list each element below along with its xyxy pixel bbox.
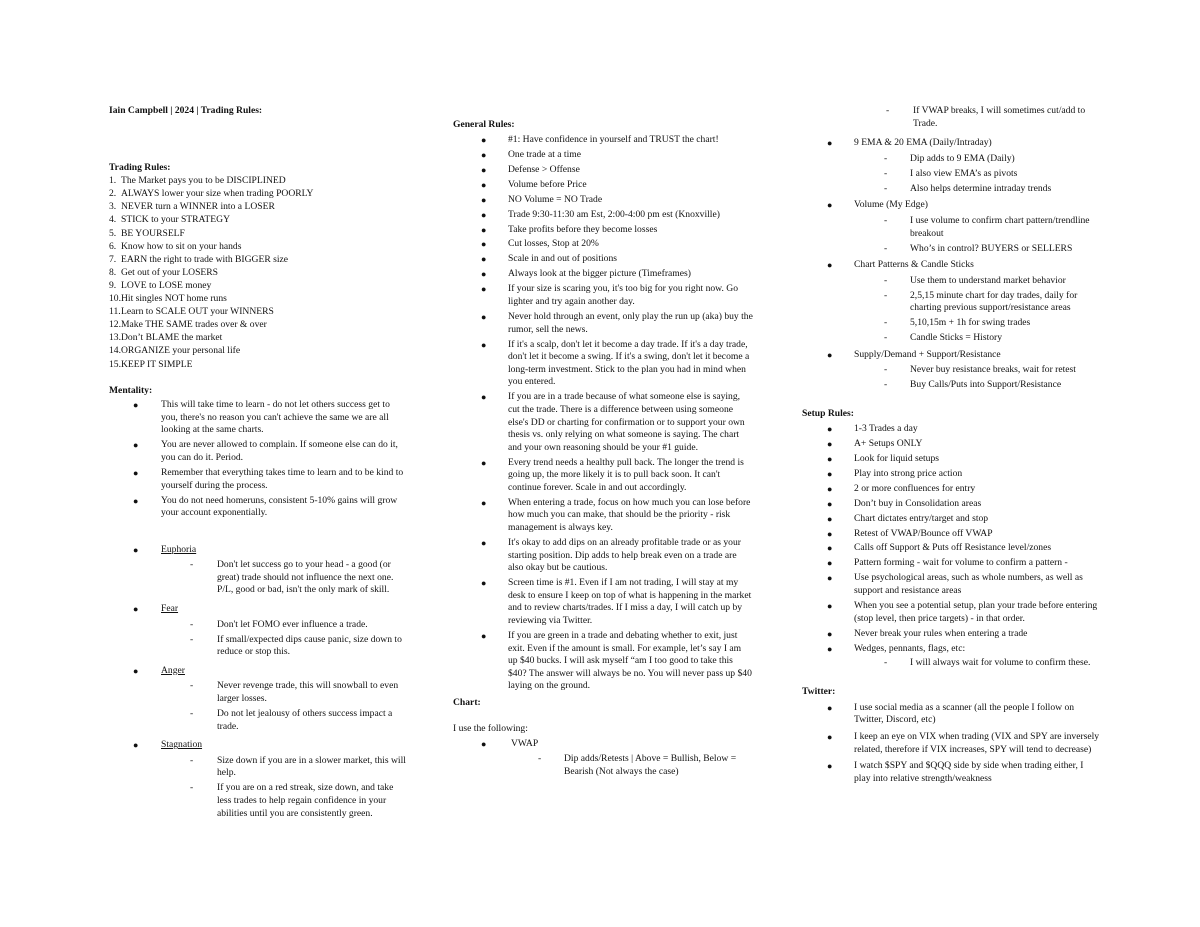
setup-rules-heading: Setup Rules: (802, 408, 854, 420)
dash-marker: - (190, 633, 194, 645)
bullet-marker: ● (481, 339, 487, 350)
emotion-item: ● Euphoria - Don't let success go to your head - a good (or great) trade should not influence the next one. P/L, good or bad, isn't the only mark of skill. (109, 544, 409, 597)
vwap-list (453, 738, 753, 779)
general-rules-list (453, 134, 753, 693)
chart-note: - Buy Calls/Puts into Support/Resistance (884, 379, 1062, 391)
bullet-marker: ● (481, 239, 487, 250)
setup-last-note: - I will always wait for volume to confirm these. (884, 656, 1091, 668)
rule-number: 2. (109, 188, 117, 200)
emotion-note: - If you are on a red streak, size down, and take less trades to help regain confidence in your abilities until you are consistently green. (190, 782, 394, 819)
chart-note: - Never buy resistance breaks, wait for retest (884, 364, 1076, 376)
bullet-marker: ● (827, 643, 833, 654)
general-rules-heading: General Rules: (453, 119, 515, 130)
mentality-item: ● This will take time to learn - do not let others success get to you, there's no reason you can't achieve the same we are all looking at the same charts. (133, 399, 390, 436)
bullet-marker: ● (827, 200, 833, 211)
chart-note: - I use volume to confirm chart pattern/trendline breakout (884, 214, 1090, 239)
rule-number: 13. (109, 332, 121, 344)
bullet-marker: ● (481, 457, 487, 468)
trading-rule-item: 11. Learn to SCALE OUT your WINNERS (109, 306, 274, 318)
chart-note: - Dip adds to 9 EMA (Daily) (884, 152, 1015, 164)
general-rule-item: ● #1: Have confidence in yourself and TRUST the chart! (481, 133, 719, 145)
setup-rule-item: ● Chart dictates entry/target and stop (827, 512, 989, 524)
bullet-marker: ● (133, 740, 139, 751)
dash-marker: - (884, 364, 888, 376)
setup-rule-item: ● Use psychological areas, such as whole numbers, as well as support and resistance areas (827, 572, 1083, 597)
bullet-marker: ● (133, 400, 139, 411)
dash-marker: - (190, 559, 194, 571)
rule-number: 9. (109, 279, 117, 291)
trading-rule-item: 14. ORGANIZE your personal life (109, 345, 241, 357)
chart-heading: Chart: (453, 697, 481, 709)
vwap-notes (453, 753, 753, 778)
mentality-item: ● You do not need homeruns, consistent 5-10% gains will grow your account exponentially. (133, 494, 398, 519)
general-rule-item: ● If it's a scalp, don't let it become a day trade. If it's a day trade, don't let it become a swing. If it's a swing, don't let it become a long-term investment. Stick to the plan you had in mind when you entered. (481, 338, 750, 388)
setup-rule-item: ● A+ Setups ONLY (827, 437, 923, 449)
bullet-marker: ● (827, 731, 833, 742)
dash-marker: - (884, 182, 888, 194)
twitter-item: ● I use social media as a scanner (all the people I follow on Twitter, Discord, etc) (827, 701, 1075, 726)
general-rule-item: ● Always look at the bigger picture (Timeframes) (481, 268, 691, 280)
rule-number: 6. (109, 240, 117, 252)
bullet-marker: ● (827, 453, 833, 464)
rule-number: 1. (109, 175, 117, 187)
bullet-marker: ● (481, 312, 487, 323)
setup-rule-item: ● Retest of VWAP/Bounce off VWAP (827, 527, 993, 539)
bullet-marker: ● (827, 573, 833, 584)
twitter-heading: Twitter: (802, 686, 836, 698)
bullet-marker: ● (481, 284, 487, 295)
bullet-marker: ● (827, 423, 833, 434)
general-rule-item: ● Defense > Offense (481, 163, 580, 175)
trading-rule-item: 4. STICK to your STRATEGY (109, 214, 230, 226)
setup-rule-item: ● Look for liquid setups (827, 452, 940, 464)
emotion-notes (109, 755, 409, 820)
rule-number: 12. (109, 319, 121, 331)
mentality-item: ● You are never allowed to complain. If someone else can do it, you can do it. Period. (133, 439, 398, 463)
setup-rule-item: ● Play into strong price action (827, 467, 963, 479)
setup-rule-item: ● When you see a potential setup, plan your trade before entering (stop level, then price targets) - in that order. (827, 600, 1098, 624)
dash-marker: - (884, 379, 888, 391)
chart-items-list (802, 137, 1102, 392)
twitter-item: ● I watch $SPY and $QQQ side by side when trading either, I play into relative strength/weakness (827, 760, 1084, 784)
setup-rule-item: ● Don’t buy in Consolidation areas (827, 497, 982, 509)
chart-note: - Who’s in control? BUYERS or SELLERS (884, 242, 1073, 254)
emotion-notes (109, 680, 409, 733)
chart-note: - Use them to understand market behavior (884, 274, 1066, 286)
emotion-notes (109, 559, 409, 597)
bullet-marker: ● (133, 604, 139, 615)
rule-number: 8. (109, 266, 117, 278)
bullet-marker: ● (481, 179, 487, 190)
bullet-marker: ● (481, 224, 487, 235)
bullet-marker: ● (133, 665, 139, 676)
bullet-marker: ● (827, 601, 833, 612)
setup-rule-item: ● Never break your rules when entering a trade (827, 627, 1028, 639)
trading-rule-item: 3. NEVER turn a WINNER into a LOSER (109, 201, 275, 213)
page-title: Iain Campbell | 2024 | Trading Rules: (109, 105, 263, 116)
chart-item-vwap: ● VWAP - Dip adds/Retests | Above = Bullish, Below = Bearish (Not always the case) (453, 738, 753, 779)
emotion-note: - Don't let success go to your head - a good (or great) trade should not influence the next one. P/L, good or bad, isn't the only mark of skill. (190, 559, 394, 596)
emotion-item: ● Stagnation - Size down if you are in a slower market, this will help. - If you are on a red streak, size down, and take less trades to help regain confidence in your abilities until you are consistently green. (109, 739, 409, 820)
emotions-list (109, 544, 409, 820)
bullet-marker: ● (481, 209, 487, 220)
trading-rules-list (109, 174, 409, 370)
trading-rule-item: 15. KEEP IT SIMPLE (109, 358, 193, 370)
bullet-marker: ● (481, 164, 487, 175)
bullet-marker: ● (133, 440, 139, 451)
general-rule-item: ● Scale in and out of positions (481, 253, 617, 265)
trading-rule-item: 6. Know how to sit on your hands (109, 240, 242, 252)
chart-item: ● Volume (My Edge) - I use volume to confirm chart pattern/trendline breakout - Who’s in control? BUYERS or SELLERS (802, 199, 1102, 255)
dash-marker: - (190, 618, 194, 630)
bullet-marker: ● (827, 498, 833, 509)
dash-marker: - (884, 317, 888, 329)
mentality-item: ● Remember that everything takes time to learn and to be kind to yourself during the process. (133, 466, 404, 491)
emotion-note: - If small/expected dips cause panic, size down to reduce or stop this. (190, 633, 402, 658)
setup-rule-item: ● Calls off Support & Puts off Resistance level/zones (827, 542, 1052, 554)
dash-marker: - (190, 708, 194, 720)
bullet-marker: ● (481, 392, 487, 403)
dash-marker: - (886, 105, 890, 116)
general-rule-item: ● It's okay to add dips on an already profitable trade or as your starting position. Dip adds to help break even on a trade are also okay but be cautious. (481, 537, 741, 574)
bullet-marker: ● (481, 538, 487, 549)
bullet-marker: ● (827, 761, 833, 772)
bullet-marker: ● (827, 349, 833, 360)
dash-marker: - (190, 782, 194, 794)
bullet-marker: ● (481, 497, 487, 508)
emotion-item: ● Anger - Never revenge trade, this will snowball to even larger losses. - Do not let jealousy of others success impact a trade. (109, 665, 409, 733)
chart-note: - 2,5,15 minute chart for day trades, daily for charting previous support/resistance areas (884, 289, 1078, 314)
bullet-marker: ● (481, 254, 487, 265)
chart-item-notes (802, 364, 1102, 392)
mentality-list (109, 399, 409, 520)
emotion-note: - Don't let FOMO ever influence a trade. (190, 618, 368, 630)
setup-rule-item: ● 1-3 Trades a day (827, 422, 918, 434)
dash-marker: - (884, 152, 888, 164)
chart-item: ● 9 EMA & 20 EMA (Daily/Intraday) - Dip adds to 9 EMA (Daily) - I also view EMA’s as pivots - Also helps determine intraday trends (802, 137, 1102, 195)
dash-marker: - (190, 680, 194, 692)
chart-note: - 5,10,15m + 1h for swing trades (884, 317, 1031, 329)
bullet-marker: ● (481, 269, 487, 280)
bullet-marker: ● (133, 544, 139, 555)
bullet-marker: ● (133, 495, 139, 506)
column-right (802, 105, 1102, 789)
general-rule-item: ● If you are in a trade because of what someone else is saying, cut the trade. There is a difference between using someone else's DD or charting for confirmation or to support your own thesis vs. only relying on what someone is saying. The chart and your own reasoning should be your #1 guide. (481, 391, 745, 453)
chart-note: - Also helps determine intraday trends (884, 182, 1052, 194)
general-rule-item: ● NO Volume = NO Trade (481, 193, 603, 205)
dash-marker: - (884, 289, 888, 301)
bullet-marker: ● (827, 468, 833, 479)
rule-number: 15. (109, 358, 121, 370)
trading-rule-item: 10. Hit singles NOT home runs (109, 293, 227, 305)
dash-marker: - (884, 656, 888, 668)
general-rule-item: ● Trade 9:30-11:30 am Est, 2:00-4:00 pm est (Knoxville) (481, 208, 720, 220)
setup-rule-item: ● 2 or more confluences for entry (827, 482, 976, 494)
rule-number: 14. (109, 345, 121, 357)
dash-marker: - (884, 242, 888, 254)
dash-marker: - (190, 754, 194, 766)
general-rule-item: ● Screen time is #1. Even if I am not trading, I will stay at my desk to ensure I keep on top of what is happening in the market and to review charts/trades. If I miss a day, I will catch up by reviewing via Twitter. (481, 577, 752, 627)
trading-rule-item: 8. Get out of your LOSERS (109, 266, 219, 278)
chart-intro: I use the following: (453, 722, 528, 734)
general-rule-item: ● If your size is scaring you, it's too big for you right now. Go lighter and try again another day. (481, 283, 738, 308)
column-left (109, 105, 409, 826)
dash-marker: - (884, 214, 888, 226)
trading-rule-item: 2. ALWAYS lower your size when trading POORLY (109, 188, 314, 200)
setup-rule-item: ● Wedges, pennants, flags, etc: (827, 642, 966, 654)
bullet-marker: ● (827, 528, 833, 539)
twitter-item: ● I keep an eye on VIX when trading (VIX and SPY are inversely related, therefore if VIX increases, SPY will tend to decrease) (827, 730, 1100, 755)
column-middle (453, 119, 753, 781)
bullet-marker: ● (827, 138, 833, 149)
rule-number: 4. (109, 214, 117, 226)
bullet-marker: ● (481, 631, 487, 641)
general-rule-item: ● Take profits before they become losses (481, 223, 658, 235)
vwap-break-note: - If VWAP breaks, I will sometimes cut/add to Trade. (886, 105, 1086, 129)
chart-item-notes (802, 215, 1102, 255)
rule-number: 11. (109, 306, 121, 318)
rule-number: 10. (109, 293, 121, 305)
bullet-marker: ● (827, 558, 833, 569)
bullet-marker: ● (827, 543, 833, 554)
bullet-marker: ● (481, 134, 487, 145)
bullet-marker: ● (827, 513, 833, 524)
trading-rule-item: 7. EARN the right to trade with BIGGER size (109, 253, 289, 265)
emotion-item: ● Fear - Don't let FOMO ever influence a trade. - If small/expected dips cause panic, size down to reduce or stop this. (109, 603, 409, 659)
vwap-note: - Dip adds/Retests | Above = Bullish, Below = Bearish (Not always the case) (538, 753, 737, 777)
twitter-list (802, 702, 1102, 786)
bullet-marker: ● (133, 467, 139, 478)
bullet-marker: ● (827, 702, 833, 713)
emotion-note: - Never revenge trade, this will snowball to even larger losses. (190, 680, 399, 705)
mentality-heading: Mentality: (109, 384, 153, 396)
chart-item-notes (802, 153, 1102, 196)
general-rule-item: ● Volume before Price (481, 178, 587, 190)
chart-note: - I also view EMA’s as pivots (884, 167, 1018, 179)
chart-item: ● Supply/Demand + Support/Resistance - Never buy resistance breaks, wait for retest - Buy Calls/Puts into Support/Resistance (802, 349, 1102, 392)
bullet-marker: ● (827, 483, 833, 494)
emotion-notes (109, 619, 409, 659)
setup-rules-list (802, 423, 1102, 656)
bullet-marker: ● (481, 194, 487, 205)
bullet-marker: ● (481, 738, 487, 749)
trading-rule-item: 12. Make THE SAME trades over & over (109, 319, 267, 331)
trading-rule-item: 1. The Market pays you to be DISCIPLINED (109, 175, 286, 187)
rule-number: 3. (109, 201, 117, 213)
general-rule-item: ● If you are green in a trade and debating whether to exit, just exit. Even if the amount is small. For example, let’s say I am up $40 bucks. I will ask myself “am I too good to take this $40? The answer will always be no. You will never pass up $40 laying on the ground. (481, 630, 752, 692)
trading-rule-item: 9. LOVE to LOSE money (109, 279, 212, 291)
chart-note: - Candle Sticks = History (884, 332, 1003, 344)
chart-item-notes (802, 275, 1102, 345)
bullet-marker: ● (827, 628, 833, 639)
rule-number: 7. (109, 253, 117, 265)
general-rule-item: ● Every trend needs a healthy pull back. The longer the trend is going up, the more likely it is to pull back soon. It can't continue forever. Scale in and out accordingly. (481, 456, 744, 493)
trading-rule-item: 5. BE YOURSELF (109, 227, 185, 239)
general-rule-item: ● When entering a trade, focus on how much you can lose before how much you can make, that should be the priority - risk management is always key. (481, 496, 751, 534)
bullet-marker: ● (481, 578, 487, 589)
dash-marker: - (538, 753, 542, 765)
setup-rule-item: ● Pattern forming - wait for volume to confirm a pattern - (827, 557, 1068, 569)
dash-marker: - (884, 332, 888, 344)
general-rule-item: ● Cut losses, Stop at 20% (481, 238, 599, 250)
dash-marker: - (884, 274, 888, 286)
bullet-marker: ● (827, 260, 833, 271)
general-rule-item: ● One trade at a time (481, 148, 581, 160)
trading-rule-item: 13. Don’t BLAME the market (109, 332, 223, 344)
chart-item: ● Chart Patterns & Candle Sticks - Use them to understand market behavior - 2,5,15 minute chart for day trades, daily for charting previous support/resistance areas - 5,10,15m + 1h for swing trades - Candle Sticks = History (802, 259, 1102, 345)
emotion-note: - Do not let jealousy of others success impact a trade. (190, 708, 393, 732)
dash-marker: - (884, 167, 888, 179)
trading-rules-heading: Trading Rules: (109, 161, 171, 173)
bullet-marker: ● (481, 149, 487, 160)
emotion-note: - Size down if you are in a slower market, this will help. (190, 754, 406, 779)
general-rule-item: ● Never hold through an event, only play the run up (aka) buy the rumor, sell the news. (481, 311, 753, 335)
bullet-marker: ● (827, 438, 833, 449)
rule-number: 5. (109, 227, 117, 239)
